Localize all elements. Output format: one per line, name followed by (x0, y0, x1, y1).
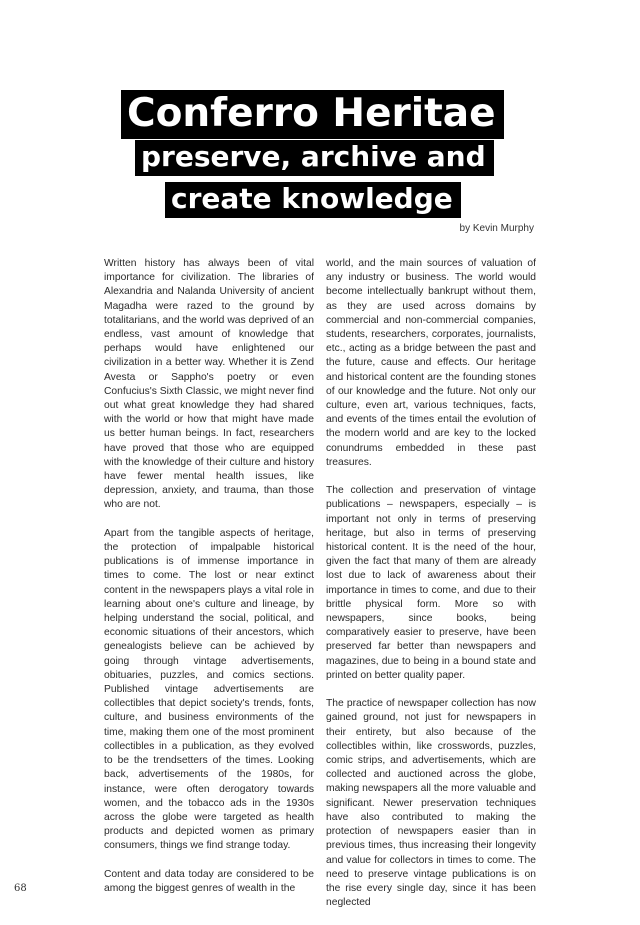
left-column (104, 257, 314, 910)
title-line-3: create knowledge (165, 182, 461, 218)
right-column (326, 257, 536, 925)
title-line-2: preserve, archive and (135, 140, 494, 176)
byline: by Kevin Murphy (459, 223, 534, 234)
title-line-1: Conferro Heritae (121, 90, 504, 139)
paragraph: The practice of newspaper collection has now gained ground, not just for newspapers in their entirety, but also because of the collectibles within, like crosswords, puzzles, comic strips, and advertisements, which are collected and auctioned across the globe, making newspapers all the more valuable and significant. Newer preservation techniques have also contributed to making the protection of newspapers easier than in previous times, thus increasing their longevity and value for collectors in times to come. The need to preserve vintage publications is on the rise every single day, since it has been neglected (326, 698, 536, 909)
paragraph: world, and the main sources of valuation of any industry or business. The world would become intellectually bankrupt without them, as they are used across domains by commercial and non-commercial companies, students, researchers, corporates, journalists, etc., acting as a bridge between the past and the future, cause and effects. Our heritage and historical content are the founding stones of our knowledge and the future. Not only our culture, even art, various techniques, facts, and events of the times entail the evolution of the modern world and are key to the locked conundrums embedded in these past treasures. (326, 258, 536, 468)
page-number: 68 (14, 883, 27, 894)
paragraph: Content and data today are considered to be among the biggest genres of wealth in the (104, 868, 314, 894)
paragraph: The collection and preservation of vintage publications – newspapers, especially – is important not only in terms of preserving heritage, but also in terms of preserving historical content. It is the need of the hour, given the fact that many of them are already lost due to lack of awareness about their importance in times to come, and due to their brittle physical form. More so with newspapers, since books, being comparatively easier to preserve, have been preserved far better than newspapers and magazines, due to being in a bound state and printed on better quality paper. (326, 485, 536, 681)
paragraph: Apart from the tangible aspects of heritage, the protection of impalpable historical publications is of immense importance in times to come. The lost or near extinct content in the newspapers plays a vital role in learning about one's culture and lineage, by helping understand the social, political, and economic situations of their ancestors, which genealogists believe can be achieved by going through vintage advertisements, obituaries, puzzles, and comics sections. Published vintage advertisements are collectibles that depict society's trends, fonts, culture, and business environments of the time, making them one of the most prominent collectibles in a publication, as they evolved to be the trendsetters of the times. Looking back, advertisements of the 1980s, for instance, were often derogatory towards women, and the tobacco ads in the 1930s across the globe were targeted as health products and depicted women as primary consumers, things we find strange today. (104, 527, 314, 852)
paragraph: Written history has always been of vital importance for civilization. The libraries of Alexandria and Nalanda University of ancient Magadha were razed to the ground by totalitarians, and the world was deprived of an endless, vast amount of knowledge that perhaps would have enlightened our civilization in a better way. Whether it is Zend Avesta or Sappho's poetry or even Confucius's Sixth Classic, we might never find out what great knowledge they had shared with the world or how that might have made us better human beings. In fact, researchers have proved that those who are equipped with the knowledge of their culture and history have fewer mental health issues, like depression, anxiety, and trauma, than those who are not. (104, 258, 314, 511)
